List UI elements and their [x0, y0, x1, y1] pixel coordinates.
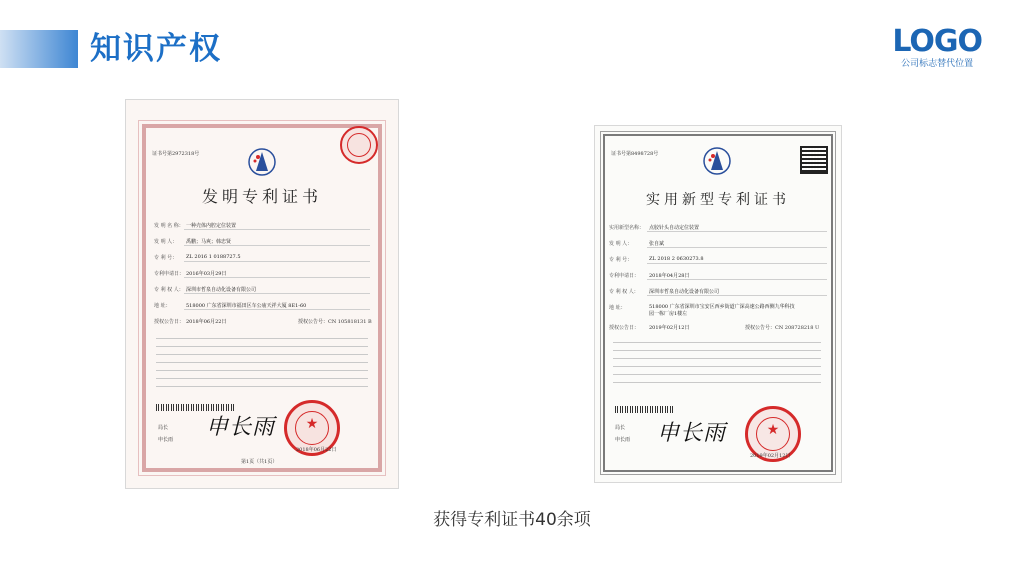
certificate-body-text: [613, 342, 821, 390]
field-name: 实用新型名称： 点胶针头自动定位装置: [595, 224, 841, 232]
field-patent-number: 专 利 号： ZL 2018 2 0630273.8: [595, 256, 841, 264]
sign-label-title: 局长: [158, 425, 169, 431]
seal-date: 2019年02月12日: [750, 453, 791, 459]
certificate-title: 实用新型专利证书: [646, 192, 790, 208]
official-seal: ★: [745, 406, 801, 462]
logo: [892, 24, 982, 70]
field-filing-date: 专利申请日： 2018年04月28日: [595, 272, 841, 280]
certificate-number: 证书号第8498728号: [611, 151, 659, 157]
field-address: 地 址： 518000 广东省深圳市宝安区西乡街道广深高速公路西侧九华科技园一栋厂房1楼左: [609, 304, 795, 317]
barcode: [615, 406, 675, 413]
logo-text: LOGO: [892, 24, 982, 59]
logo-subtitle: 公司标志替代位置: [901, 59, 974, 69]
field-inventor: 发 明 人： 张自斌: [595, 240, 841, 248]
field-inventor: 发 明 人： 禹鹏；马爽；韩忠贤: [126, 238, 398, 246]
page-number: 第1页（共1页）: [241, 459, 278, 465]
publication-number: 授权公告号：CN 105818131 B: [298, 319, 372, 325]
utility-model-certificate: [595, 126, 841, 482]
certificate-title: 发明专利证书: [201, 187, 322, 206]
field-patentee: 专 利 权 人： 深圳市哲泉自动化设备有限公司: [126, 286, 398, 294]
field-patent-number: 专 利 号： ZL 2016 1 0188727.5: [126, 254, 398, 262]
sign-label-title: 局长: [615, 425, 626, 431]
header-accent-bar: [0, 30, 78, 68]
certificate-body-text: [156, 338, 368, 394]
field-grant-date: 授权公告日： 2018年06月22日 授权公告号：CN 105818131 B: [154, 319, 372, 325]
signature: 申长雨: [657, 421, 727, 446]
field-address: 地 址： 518000 广东省深圳市福田区车公庙天祥大厦 8E1-60: [126, 302, 398, 310]
field-patentee: 专 利 权 人： 深圳市哲泉自动化设备有限公司: [595, 288, 841, 296]
patent-office-emblem-icon: [247, 147, 277, 177]
caption: 获得专利证书40余项: [433, 510, 591, 530]
seal-date: 2018年06月22日: [296, 447, 337, 453]
certificate-seal-top: [340, 126, 378, 164]
field-name: 发 明 名 称： 一种壳体内腔定位装置: [126, 222, 398, 230]
page-title: 知识产权: [90, 31, 222, 67]
sign-label-name: 申长雨: [615, 437, 631, 443]
patent-office-emblem-icon: [702, 146, 732, 176]
qr-code-icon: [800, 146, 828, 174]
field-grant-date: 授权公告日： 2019年02月12日 授权公告号：CN 208728218 U: [609, 325, 820, 331]
field-filing-date: 专利申请日： 2016年03月29日: [126, 270, 398, 278]
invention-patent-certificate: [126, 100, 398, 488]
sign-label-name: 申长雨: [158, 437, 174, 443]
signature: 申长雨: [206, 415, 276, 440]
certificate-number: 证书号第2972318号: [152, 151, 200, 157]
publication-number: 授权公告号：CN 208728218 U: [745, 325, 820, 331]
official-seal: ★: [284, 400, 340, 456]
